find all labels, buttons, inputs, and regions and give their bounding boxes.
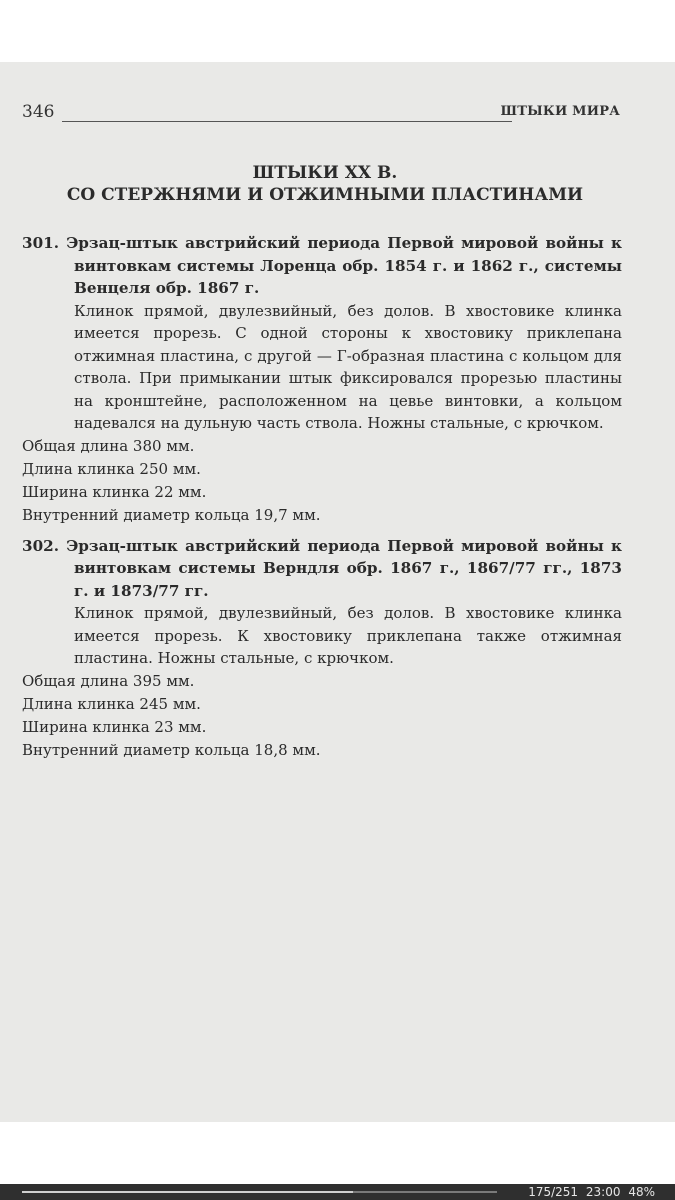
spec-blade-width: Ширина клинка 23 мм. [22, 717, 207, 736]
spec-blade-length: Длина клинка 250 мм. [22, 459, 201, 478]
entry-301 [22, 232, 622, 527]
reading-progress-fill [22, 1191, 353, 1193]
section-title-line1: ШТЫКИ XX В. [252, 163, 398, 183]
section-title [0, 162, 650, 206]
spec-total-length: Общая длина 395 мм. [22, 671, 195, 690]
book-page [0, 62, 675, 1122]
page-header [22, 100, 620, 128]
status-text [524, 1184, 655, 1200]
header-rule [62, 121, 512, 122]
entry-description: Клинок прямой, двулезвийный, без долов. В хвостовике клинка имеется прорезь. С одной стороны к хвостовику приклепана отжимная пластина, с другой — Г-образная пластина с кольцом для ствола. При примыкании штык фиксировался прорезью пластины на кронштейне, расположенном на цевье винтовки, а кольцом надевался на дульную часть ствола. Ножны стальные, с крючком. [74, 301, 622, 432]
reader-status-bar [0, 1184, 675, 1200]
spec-total-length: Общая длина 380 мм. [22, 436, 195, 455]
page-number: 346 [22, 102, 55, 122]
reading-progress-bar[interactable] [22, 1191, 497, 1193]
page-content [22, 232, 622, 770]
spec-ring-diameter: Внутренний диаметр кольца 19,7 мм. [22, 505, 321, 524]
entry-title: 301. Эрзац-штык австрийский периода Первой мировой войны к винтовкам системы Лоренца обр. 1854 г. и 1862 г., системы Венцеля обр. 1867 г. [22, 234, 622, 297]
spec-blade-width: Ширина клинка 22 мм. [22, 482, 207, 501]
section-title-line2: СО СТЕРЖНЯМИ И ОТЖИМНЫМИ ПЛАСТИНАМИ [66, 185, 584, 205]
entry-description: Клинок прямой, двулезвийный, без долов. В хвостовике клинка имеется прорезь. К хвостовику приклепана также отжимная пластина. Ножны стальные, с крючком. [74, 604, 622, 667]
battery-level: 48% [628, 1185, 655, 1199]
running-title: ШТЫКИ МИРА [500, 104, 620, 119]
page-counter: 175/251 [528, 1185, 579, 1199]
entry-title: 302. Эрзац-штык австрийский периода Первой мировой войны к винтовкам системы Верндля обр. 1867 г., 1867/77 гг., 1873 г. и 1873/77 гг. [22, 536, 622, 600]
spec-ring-diameter: Внутренний диаметр кольца 18,8 мм. [22, 740, 321, 759]
spec-blade-length: Длина клинка 245 мм. [22, 694, 201, 713]
entry-302 [22, 535, 622, 762]
clock: 23:00 [585, 1185, 621, 1199]
